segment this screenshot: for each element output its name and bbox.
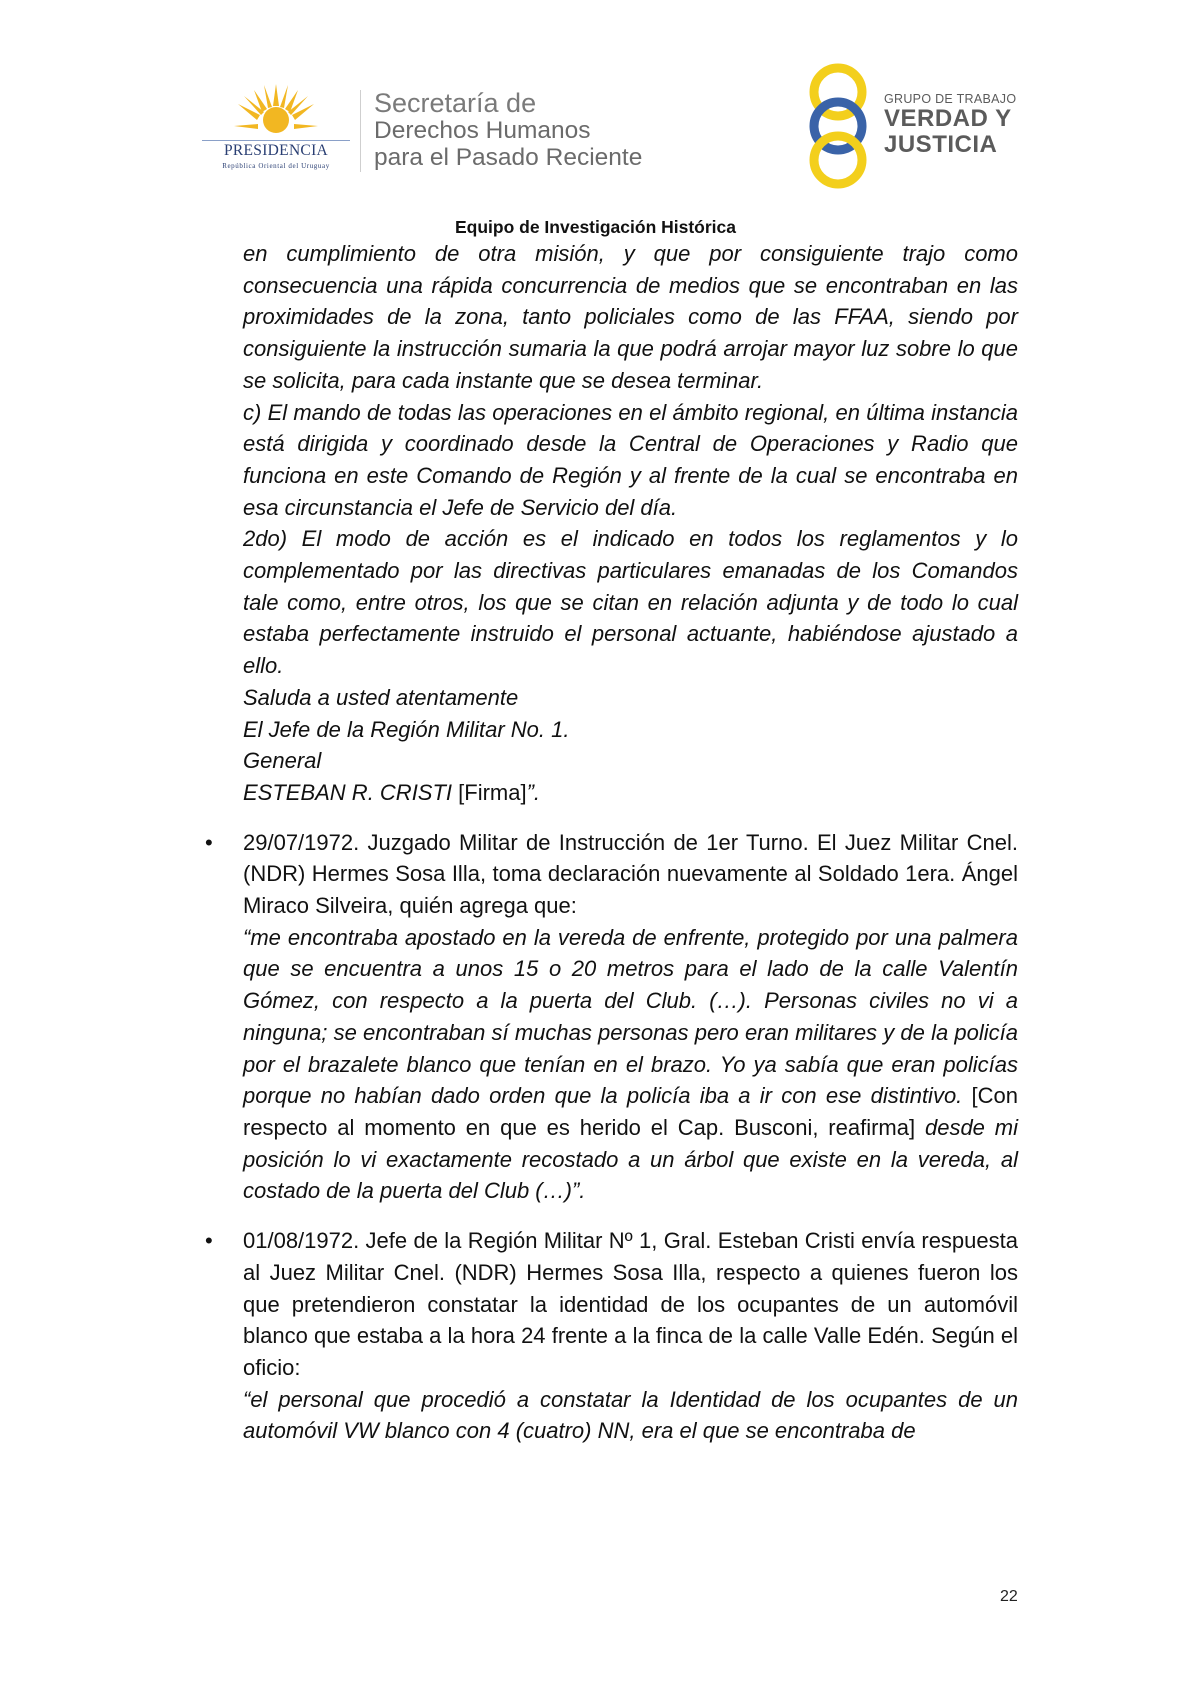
bullet-2-quote: “el personal que procedió a constatar la Identidad de los ocupantes de un automóvil VW blanco con 4 (cuatro) NN, era el que se encontraba de <box>243 1386 1018 1444</box>
bullet-1-quote-part-1: “me encontraba apostado en la vereda de enfrente, protegido por una palmera que se encuentra a unos 15 o 20 metros para el lado de la calle Valentín Gómez, con respecto a la puerta del Club. (…). Personas civiles no vi a ninguna; se encontraban sí muchas personas pero eran militares y de la policía por el brazalete blanco que tenían en el brazo. Yo ya sabía que eran policías porque no habían dado orden que la policía iba a ir con ese distintivo. <box>243 924 1018 1109</box>
bullet-1-quote <box>243 922 1018 1207</box>
spacer <box>243 809 1018 827</box>
paragraph-2: c) El mando de todas las operaciones en el ámbito regional, en última instancia está dirigida y coordinado desde la Central de Operaciones y Radio que funciona en este Comando de Región y al frente de la cual se encontraba en esa circunstancia el Jefe de Servicio del día. <box>243 399 1018 520</box>
bullet-1-bracket-note: [Con respecto al momento en que es herido el Cap. Busconi, reafirma] <box>243 1083 1018 1140</box>
page-number: 22 <box>1000 1588 1018 1605</box>
signature-firma: [Firma] <box>452 779 527 805</box>
spacer <box>243 1207 1018 1225</box>
presidencia-rule <box>202 140 350 141</box>
paragraph-3: 2do) El modo de acción es el indicado en todos los reglamentos y lo complementado por las directivas particulares emanadas de los Comandos tale como, entre otros, los que se citan en relación adjunta y de todo lo cual estaba perfectamente instruido el personal actuante, habiéndose ajustado a ello. <box>243 526 1018 679</box>
secretaria-line-2: Derechos Humanos <box>374 117 591 144</box>
bullet-item-2 <box>205 1225 1018 1447</box>
secretaria-line-3: para el Pasado Reciente <box>374 144 643 171</box>
secretaria-title <box>374 90 642 171</box>
presidencia-name: PRESIDENCIA <box>223 142 329 159</box>
signature-line <box>243 777 1018 809</box>
header-divider <box>360 90 361 172</box>
bullet-1-quote-part-2: desde mi posición lo vi exactamente recostado a un árbol que existe en la vereda, al costado de la puerta del Club (…)”. <box>243 1114 1018 1204</box>
closing-line-1: Saluda a usted atentamente <box>243 684 519 710</box>
bullet-2-intro: 01/08/1972. Jefe de la Región Militar Nº 1, Gral. Esteban Cristi envía respuesta al Juez Militar Cnel. (NDR) Hermes Sosa Illa, respecto a quienes fueron los que pretendieron constatar la identidad de los ocupantes de un automóvil blanco que estaba a la hora 24 frente a la finca de la calle Valle Edén. Según el oficio: <box>243 1228 1018 1380</box>
closing-line-2: El Jefe de la Región Militar No. 1. <box>243 716 570 742</box>
document-body <box>205 238 1018 1447</box>
bullet-marker: • <box>205 829 213 855</box>
paragraph-1: en cumplimiento de otra misión, y que por consiguiente trajo como consecuencia una rápida concurrencia de medios que se encontraban en las proximidades de la zona, tanto policiales como de las FFAA, siendo por consiguiente la instrucción sumaria la que podrá arrojar mayor luz sobre lo que se solicita, para cada instante que se desea terminar. <box>243 241 1018 393</box>
signature-name: ESTEBAN R. CRISTI <box>243 779 453 805</box>
closing-line-3: General <box>243 748 322 774</box>
team-title: Equipo de Investigación Histórica <box>454 217 737 237</box>
rings-icon <box>808 62 878 190</box>
verdad-justicia-text <box>884 92 1016 158</box>
gvj-line-1: GRUPO DE TRABAJO <box>884 92 1017 106</box>
presidencia-logo <box>196 82 356 178</box>
secretaria-line-1: Secretaría de <box>374 88 537 118</box>
presidencia-subtitle: República Oriental del Uruguay <box>222 162 330 170</box>
page-header <box>0 0 1191 237</box>
bullet-item-1 <box>205 827 1018 1207</box>
gvj-line-2: VERDAD Y <box>884 105 1012 132</box>
gvj-line-3: JUSTICIA <box>884 131 998 158</box>
bullet-marker: • <box>205 1228 213 1254</box>
signature-end: ”. <box>526 779 541 805</box>
bullet-1-intro: 29/07/1972. Juzgado Militar de Instrucción de 1er Turno. El Juez Militar Cnel. (NDR) Hermes Sosa Illa, toma declaración nuevamente al Soldado 1era. Ángel Miraco Silveira, quién agrega que: <box>243 829 1018 919</box>
sun-icon <box>234 82 318 140</box>
